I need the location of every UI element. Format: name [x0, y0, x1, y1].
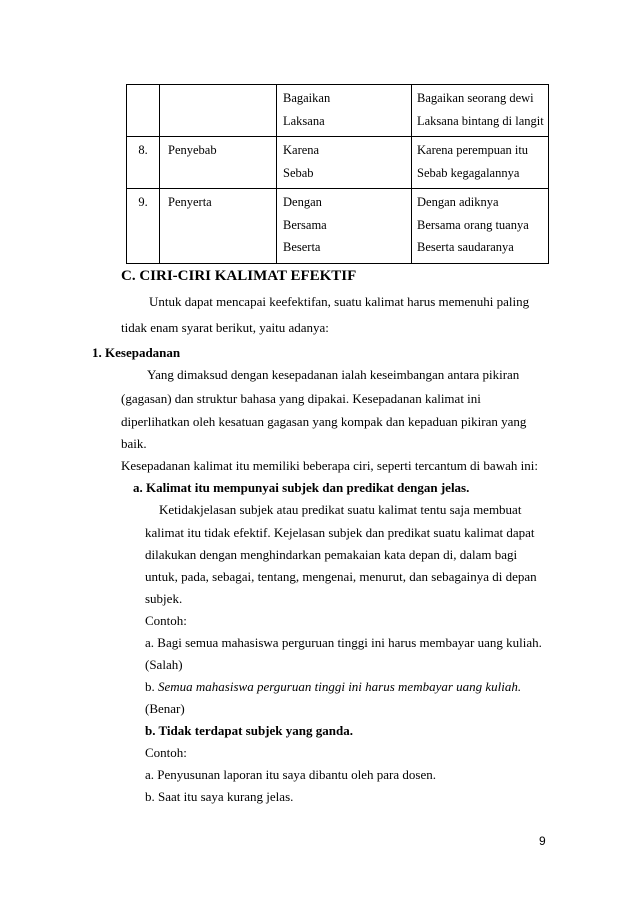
- paragraph-line: Untuk dapat mencapai keefektifan, suatu kalimat harus memenuhi paling: [149, 294, 530, 309]
- example-line: a. Penyusunan laporan itu saya dibantu oleh para dosen.: [145, 767, 436, 782]
- table-example: Sebab kegagalannya: [417, 165, 520, 180]
- table-example: Beserta saudaranya: [417, 240, 514, 254]
- table-cell-examples: [412, 137, 549, 189]
- paragraph-line: dilakukan dengan menghindarkan pemakaian kata depan di, dalam bagi: [145, 547, 518, 562]
- table-example: Bagaikan seorang dewi: [417, 91, 534, 105]
- table-word: Dengan: [283, 195, 322, 209]
- table-word: Sebab: [283, 165, 314, 180]
- table-example: Dengan adiknya: [417, 195, 499, 209]
- paragraph-line: untuk, pada, sebagai, tentang, mengenai, menurut, dan sebagainya di depan: [145, 569, 537, 584]
- table-cell-words: [277, 137, 412, 189]
- paragraph-line: Kesepadanan kalimat itu memiliki beberapa ciri, seperti tercantum di bawah ini:: [121, 458, 538, 473]
- table-example: Laksana bintang di langit: [417, 113, 544, 128]
- page-number: 9: [539, 834, 546, 848]
- paragraph-line: tidak enam syarat berikut, yaitu adanya:: [121, 320, 329, 335]
- example-line: [145, 678, 521, 696]
- paragraph-line: diperlihatkan oleh kesatuan gagasan yang kompak dan kepaduan pikiran yang: [121, 414, 527, 429]
- example-line: a. Bagi semua mahasiswa perguruan tinggi ini harus membayar uang kuliah.: [145, 635, 542, 650]
- paragraph-line: subjek.: [145, 591, 183, 606]
- paragraph-line: Yang dimaksud dengan kesepadanan ialah keseimbangan antara pikiran: [147, 367, 520, 382]
- table-cell-number: 8.: [127, 137, 160, 189]
- table-row: [127, 189, 549, 264]
- example-label: Contoh:: [145, 613, 187, 628]
- table-row: [127, 137, 549, 189]
- example-italic-text: Semua mahasiswa perguruan tinggi ini harus membayar uang kuliah.: [158, 679, 522, 694]
- item-heading: 1. Kesepadanan: [92, 345, 181, 360]
- example-label: Contoh:: [145, 745, 187, 760]
- example-prefix: b.: [145, 679, 158, 694]
- example-tag: (Salah): [145, 657, 183, 672]
- table-cell-name: [160, 85, 277, 137]
- table-word: Karena: [283, 143, 320, 157]
- table-word: Beserta: [283, 240, 321, 254]
- table-word: Bersama: [283, 217, 327, 232]
- table-example: Bersama orang tuanya: [417, 217, 529, 232]
- paragraph-line: Ketidakjelasan subjek atau predikat suatu kalimat tentu saja membuat: [159, 502, 522, 517]
- example-tag: (Benar): [145, 701, 185, 716]
- subitem-heading: a. Kalimat itu mempunyai subjek dan predikat dengan jelas.: [133, 480, 470, 495]
- table-row: [127, 85, 549, 137]
- table-word: Bagaikan: [283, 91, 331, 105]
- table-cell-number: [127, 85, 160, 137]
- table-cell-name: Penyebab: [160, 137, 277, 189]
- table-word: Laksana: [283, 113, 325, 128]
- table-cell-words: [277, 85, 412, 137]
- table-cell-number: 9.: [127, 189, 160, 264]
- example-line: b. Saat itu saya kurang jelas.: [145, 789, 294, 804]
- table-cell-examples: [412, 189, 549, 264]
- paragraph-line: kalimat itu tidak efektif. Kejelasan subjek dan predikat suatu kalimat dapat: [145, 525, 535, 540]
- table-example: Karena perempuan itu: [417, 143, 529, 157]
- table-cell-words: [277, 189, 412, 264]
- conjunction-table: [126, 84, 549, 264]
- table-cell-examples: [412, 85, 549, 137]
- paragraph-line: baik.: [121, 436, 147, 451]
- paragraph-line: (gagasan) dan struktur bahasa yang dipakai. Kesepadanan kalimat ini: [121, 391, 481, 406]
- table-cell-name: Penyerta: [160, 189, 277, 264]
- section-heading: C. CIRI-CIRI KALIMAT EFEKTIF: [121, 268, 357, 284]
- subitem-heading: b. Tidak terdapat subjek yang ganda.: [145, 723, 353, 738]
